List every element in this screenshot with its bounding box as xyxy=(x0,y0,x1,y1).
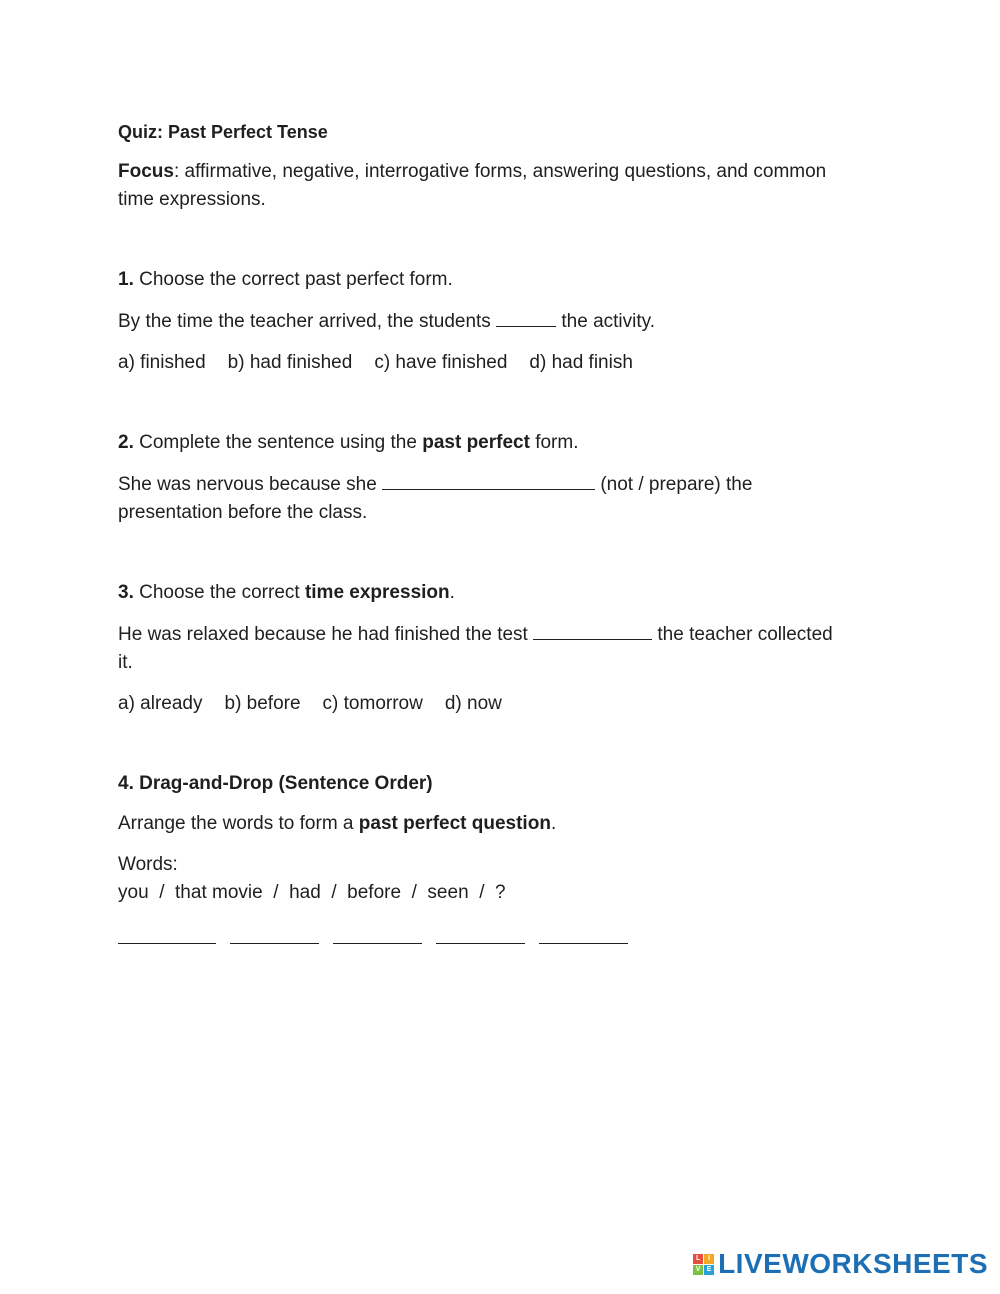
worksheet-page xyxy=(118,118,838,944)
question-1-prompt: 1. Choose the correct past perfect form. xyxy=(118,269,453,290)
question-1-blank[interactable] xyxy=(496,306,556,327)
question-3-sentence: He was relaxed because he had finished the test the teacher collected it. xyxy=(118,619,838,677)
liveworksheets-logo xyxy=(693,1248,988,1280)
question-1-options xyxy=(118,349,838,377)
option-b[interactable]: b) had finished xyxy=(227,352,353,373)
question-2-blank[interactable] xyxy=(382,469,595,490)
option-c[interactable]: c) tomorrow xyxy=(322,693,423,714)
question-2-number: 2. xyxy=(118,432,134,453)
option-d[interactable]: d) now xyxy=(444,693,502,714)
focus-text: : affirmative, negative, interrogative forms, answering questions, and common time expressions. xyxy=(118,161,827,210)
logo-mark-icon: L I V E xyxy=(693,1254,714,1275)
word-bank xyxy=(118,851,838,907)
question-2-prompt: 2. Complete the sentence using the past perfect form. xyxy=(118,432,579,453)
words-label: Words: xyxy=(118,854,178,875)
question-3-prompt: 3. Choose the correct time expression. xyxy=(118,582,455,603)
focus-label: Focus xyxy=(118,161,174,182)
answer-slot-1[interactable] xyxy=(118,929,216,944)
option-a[interactable]: a) already xyxy=(118,693,203,714)
question-4-heading: 4. Drag-and-Drop (Sentence Order) xyxy=(118,773,433,794)
answer-slot-4[interactable] xyxy=(436,929,525,944)
quiz-title: Quiz: Past Perfect Tense xyxy=(118,122,328,142)
question-3-number: 3. xyxy=(118,582,134,603)
option-c[interactable]: c) have finished xyxy=(374,352,508,373)
focus-description xyxy=(118,158,838,214)
logo-text: LIVEWORKSHEETS xyxy=(718,1248,988,1279)
option-b[interactable]: b) before xyxy=(224,693,301,714)
word-list[interactable]: you / that movie / had / before / seen / ? xyxy=(118,882,506,903)
answer-slot-2[interactable] xyxy=(230,929,319,944)
question-1-sentence: By the time the teacher arrived, the students the activity. xyxy=(118,306,838,336)
question-2-sentence: She was nervous because she (not / prepare) the presentation before the class. xyxy=(118,469,838,527)
answer-slot-3[interactable] xyxy=(333,929,422,944)
question-3-blank[interactable] xyxy=(533,619,652,640)
question-4-prompt: Arrange the words to form a past perfect question. xyxy=(118,813,557,834)
option-a[interactable]: a) finished xyxy=(118,352,206,373)
question-1-number: 1. xyxy=(118,269,134,290)
answer-slot-5[interactable] xyxy=(539,929,628,944)
question-3-options xyxy=(118,690,838,718)
answer-slots xyxy=(118,929,838,944)
option-d[interactable]: d) had finish xyxy=(529,352,633,373)
